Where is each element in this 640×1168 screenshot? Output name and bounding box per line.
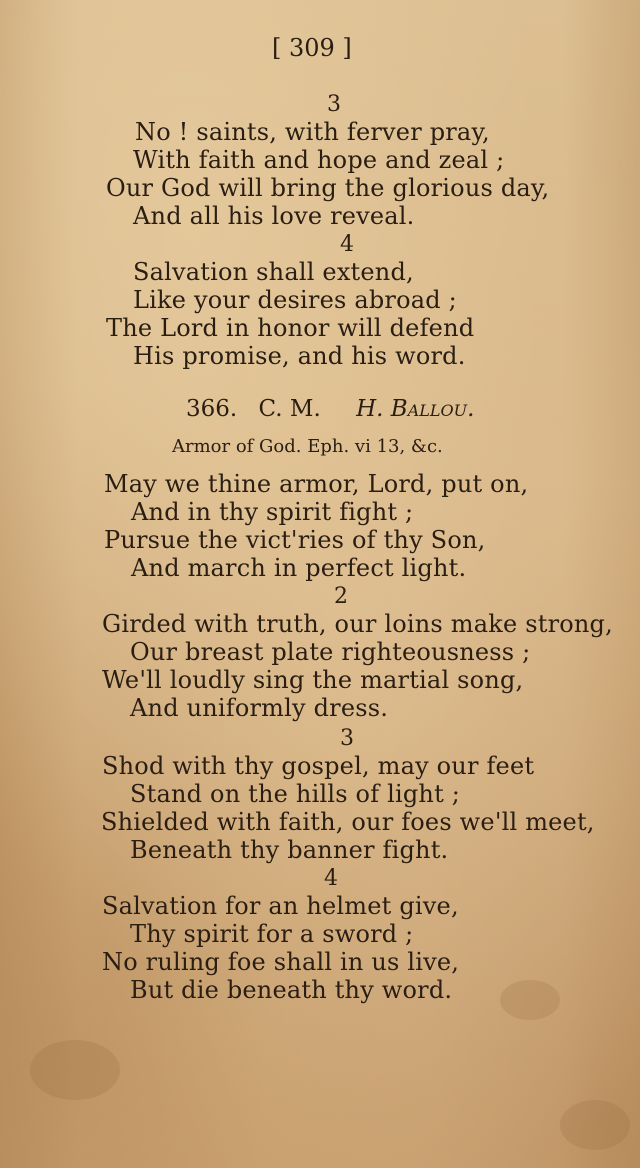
verse-line: May we thine armor, Lord, put on, <box>104 470 529 498</box>
verse-number: 2 <box>334 584 348 609</box>
verse-line: Girded with truth, our loins make strong, <box>102 610 613 638</box>
verse-line: His promise, and his word. <box>133 342 466 370</box>
hymn-heading <box>186 395 474 423</box>
verse-line: The Lord in honor will defend <box>106 314 475 342</box>
verse-line: Pursue the vict'ries of thy Son, <box>104 526 486 554</box>
verse-line: Salvation for an helmet give, <box>102 892 459 920</box>
verse-line: Thy spirit for a sword ; <box>130 920 414 948</box>
hymn-number: 366. <box>186 396 238 422</box>
hymn-subtitle: Armor of God. Eph. vi 13, &c. <box>172 436 443 457</box>
verse-line: But die beneath thy word. <box>130 976 453 1004</box>
verse-number: 3 <box>327 92 341 117</box>
foxing-spot <box>500 980 560 1020</box>
verse-line: Salvation shall extend, <box>133 258 414 286</box>
verse-line: No ! saints, with ferver pray, <box>135 118 490 146</box>
verse-line: Our breast plate righteousness ; <box>130 638 531 666</box>
foxing-spot <box>30 1040 120 1100</box>
page-number-header: [ 309 ] <box>272 34 352 62</box>
verse-line: And march in perfect light. <box>131 554 467 582</box>
foxing-spot <box>560 1100 630 1150</box>
verse-line: No ruling foe shall in us live, <box>102 948 460 976</box>
verse-line: And all his love reveal. <box>133 202 415 230</box>
verse-line: We'll loudly sing the martial song, <box>102 666 524 694</box>
verse-line: Like your desires abroad ; <box>133 286 457 314</box>
verse-number: 4 <box>340 232 354 257</box>
verse-line: Our God will bring the glorious day, <box>106 174 550 202</box>
verse-number: 4 <box>324 866 338 891</box>
verse-number: 3 <box>340 726 354 751</box>
verse-line: Beneath thy banner fight. <box>130 836 449 864</box>
hymn-meter: C. M. <box>258 396 321 422</box>
verse-line: And uniformly dress. <box>130 694 389 722</box>
verse-line: And in thy spirit fight ; <box>131 498 414 526</box>
verse-line: Stand on the hills of light ; <box>130 780 461 808</box>
hymn-author: H. Ballou. <box>356 396 475 422</box>
verse-line: Shielded with faith, our foes we'll meet, <box>101 808 595 836</box>
verse-line: Shod with thy gospel, may our feet <box>102 752 535 780</box>
verse-line: With faith and hope and zeal ; <box>133 146 505 174</box>
